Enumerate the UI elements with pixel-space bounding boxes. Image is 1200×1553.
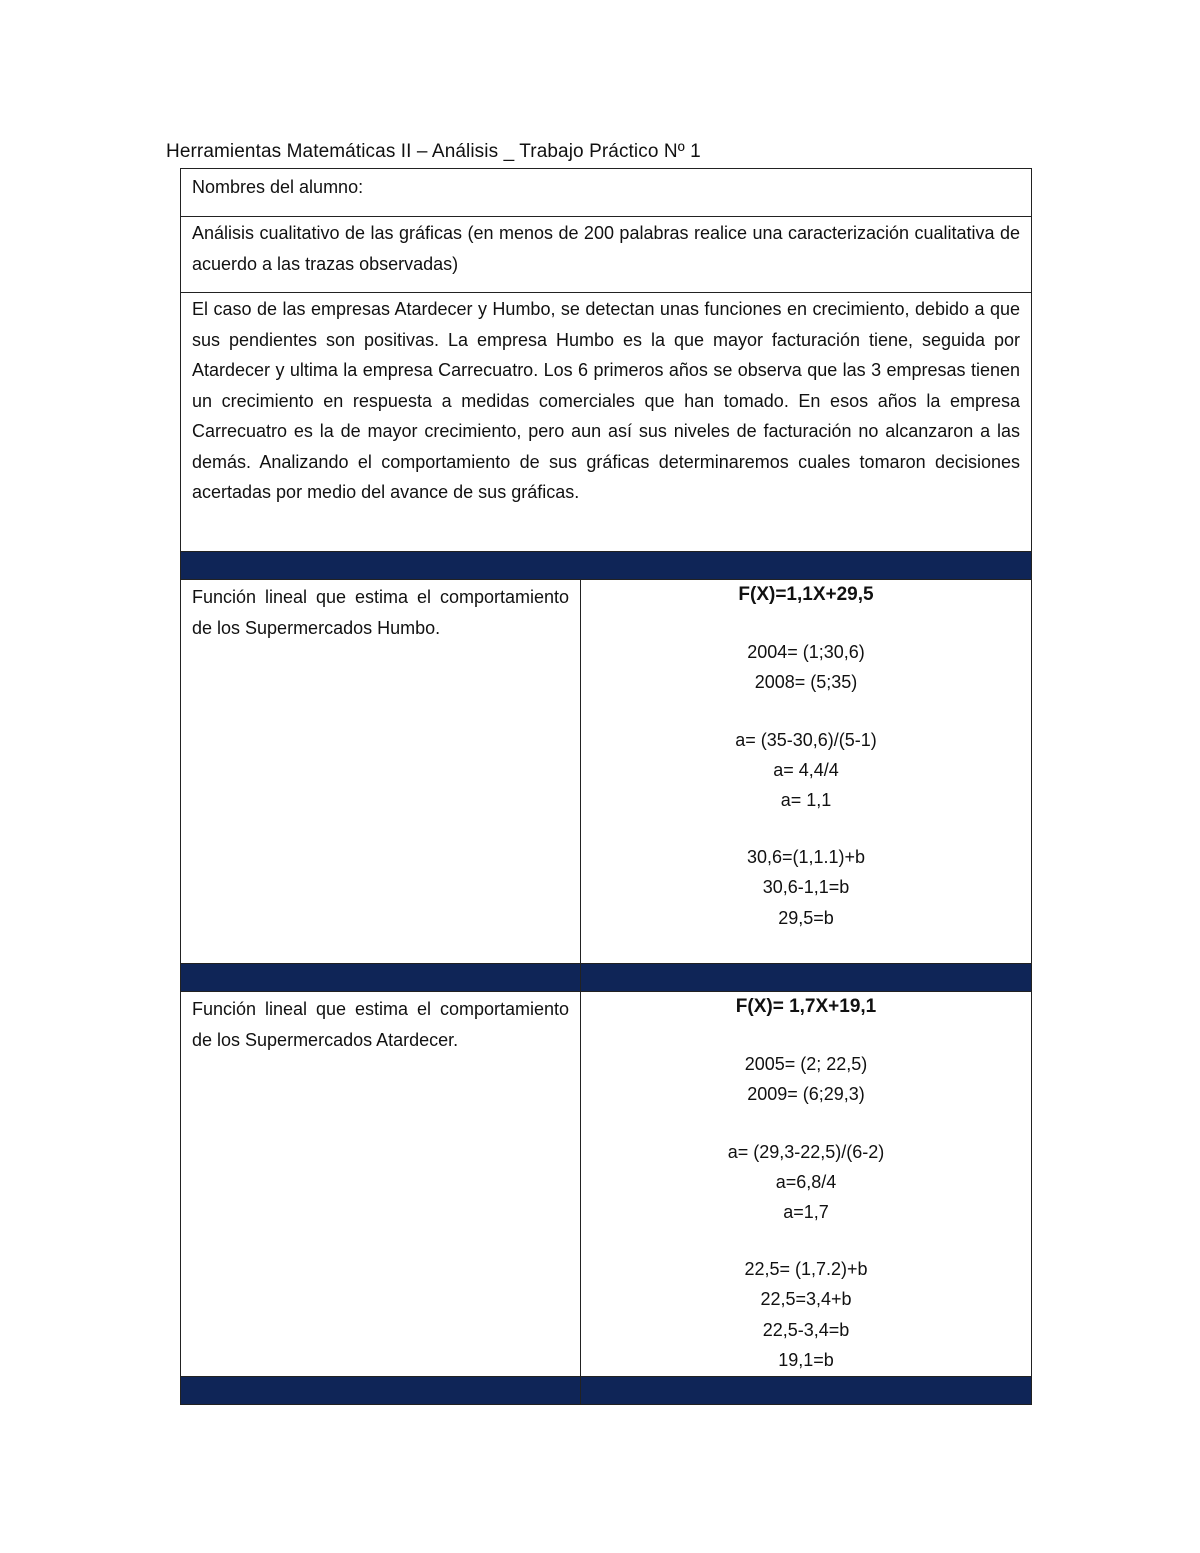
calc-line: 2008= (5;35) <box>754 672 858 693</box>
calc-line: a= (35-30,6)/(5-1) <box>735 729 877 750</box>
calc-line: 2004= (1;30,6) <box>747 642 865 663</box>
atardecer-row <box>181 992 1031 1377</box>
calc-line: 30,6=(1,1.1)+b <box>746 847 866 868</box>
calc-line: 2005= (2; 22,5) <box>744 1054 868 1075</box>
analysis-prompt: Análisis cualitativo de las gráficas (en menos de 200 palabras realice una caracterización cualitativa de acuerdo a las trazas observadas) <box>192 223 1020 274</box>
calc-line: 22,5-3,4=b <box>762 1319 850 1340</box>
calc-line: 29,5=b <box>778 907 834 928</box>
calc-line: 19,1=b <box>778 1349 834 1370</box>
calc-line: 22,5= (1,7.2)+b <box>744 1259 868 1280</box>
humbo-description: Función lineal que estima el comportamiento de los Supermercados Humbo. <box>192 587 569 638</box>
student-name-row <box>181 169 1031 217</box>
calc-line: 2009= (6;29,3) <box>747 1084 865 1105</box>
atardecer-function: F(X)= 1,7X+19,1 <box>735 996 877 1017</box>
section-band-2 <box>181 964 1031 992</box>
calc-line: 30,6-1,1=b <box>762 877 850 898</box>
calc-line: a=6,8/4 <box>775 1171 837 1192</box>
analysis-prompt-row <box>181 217 1031 293</box>
humbo-calculation <box>581 580 1031 963</box>
worksheet-table <box>180 168 1032 1405</box>
atardecer-description: Función lineal que estima el comportamiento de los Supermercados Atardecer. <box>192 999 569 1050</box>
calc-line: a= 4,4/4 <box>773 759 839 780</box>
humbo-description-cell <box>181 580 581 963</box>
section-band-3 <box>181 1377 1031 1405</box>
calc-line: a= 1,1 <box>780 790 832 811</box>
calc-line: a= (29,3-22,5)/(6-2) <box>727 1141 885 1162</box>
humbo-function: F(X)=1,1X+29,5 <box>738 584 874 605</box>
atardecer-calculation <box>581 992 1031 1376</box>
calc-line: a=1,7 <box>783 1202 829 1223</box>
student-name-label: Nombres del alumno: <box>192 177 364 197</box>
calc-line: 22,5=3,4+b <box>760 1289 852 1310</box>
analysis-answer: El caso de las empresas Atardecer y Humbo, se detectan unas funciones en crecimiento, debido a que sus pendientes son positivas. La empresa Humbo es la que mayor facturación tiene, seguida por Atardecer y ultima la empresa Carrecuatro. Los 6 primeros años se observa que las 3 empresas tienen un crecimiento en respuesta a medidas comerciales que han tomado. En esos años la empresa Carrecuatro es la de mayor crecimiento, pero aun así sus niveles de facturación no alcanzaron a las demás. Analizando el comportamiento de sus gráficas determinaremos cuales tomaron decisiones acertadas por medio del avance de sus gráficas. <box>192 299 1020 502</box>
section-band-1 <box>181 552 1031 580</box>
analysis-answer-row <box>181 293 1031 552</box>
document-title: Herramientas Matemáticas II – Análisis _ Trabajo Práctico Nº 1 <box>166 141 701 162</box>
humbo-row <box>181 580 1031 964</box>
atardecer-description-cell <box>181 992 581 1376</box>
